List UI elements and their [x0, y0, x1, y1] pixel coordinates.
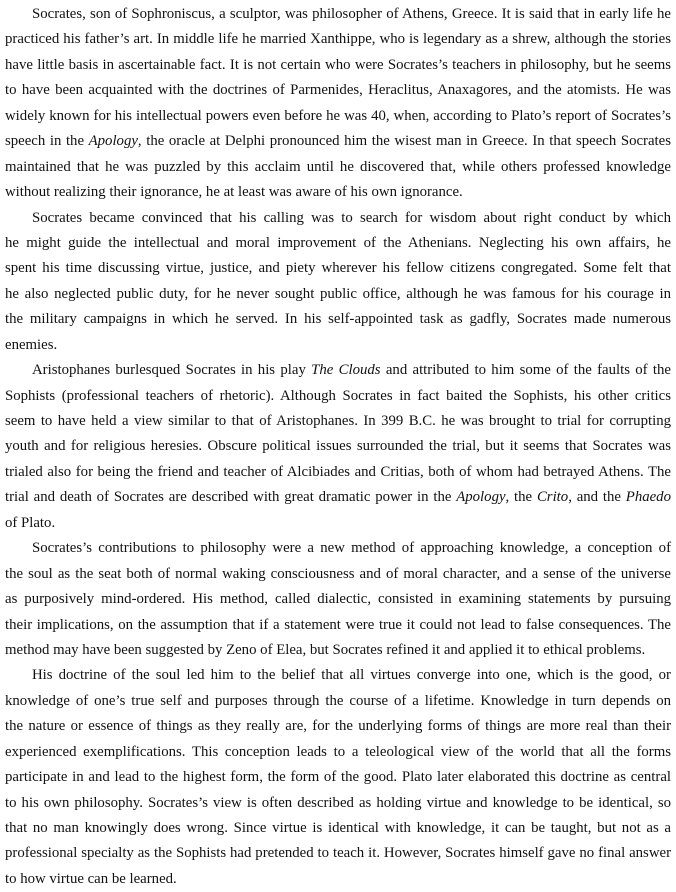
text-segment: and attributed to him some of the faults of the: [380, 362, 671, 379]
text-segment: participate in and lead to the highest form, the form of the good. Plato later elaborated this doctrine as central: [5, 769, 671, 786]
paragraph: [5, 2, 671, 206]
text-line-content: [5, 791, 671, 816]
paragraph: [5, 663, 671, 892]
text-segment: he might guide the intellectual and moral improvement of the Athenians. Neglecting his own affairs, he: [5, 234, 671, 251]
text-line: [5, 434, 671, 459]
text-line-content: [5, 231, 671, 256]
text-line-content: [5, 765, 671, 790]
text-line-content: [32, 358, 671, 383]
text-line-content: [5, 460, 671, 485]
text-line-content: [5, 638, 645, 663]
text-line-content: [5, 256, 671, 281]
text-segment: trial and death of Socrates are described with great dramatic power in the: [5, 489, 457, 506]
text-line: [5, 689, 671, 714]
paragraph: [5, 358, 671, 536]
text-segment: without realizing their ignorance, he at least was aware of his own ignorance.: [5, 184, 463, 201]
text-line: [5, 282, 671, 307]
text-segment: to how virtue can be learned.: [5, 870, 177, 887]
text-line-content: [5, 409, 671, 434]
text-segment: their implications, on the assumption that if a statement were true it could not lead to false consequences. The: [5, 616, 671, 633]
text-segment: Socrates’s contributions to philosophy were a new method of approaching knowledge, a conception of: [32, 540, 671, 557]
text-line: [5, 180, 671, 205]
text-line-content: [5, 104, 671, 129]
text-line: [5, 409, 671, 434]
text-segment: widely known for his intellectual powers even before he was 40, when, according to Plato’s report of Socrates’s: [5, 107, 671, 124]
italic-title: Crito: [536, 489, 569, 506]
text-line-content: [5, 867, 177, 892]
text-line: [5, 841, 671, 866]
text-line-content: [5, 587, 671, 612]
paragraph: [5, 536, 671, 663]
paragraph: [5, 206, 671, 359]
text-line-content: [5, 384, 671, 409]
text-segment: , and the: [568, 489, 626, 506]
text-line: [5, 791, 671, 816]
text-segment: seem to have held a view similar to that of Aristophanes. In 399 B.C. he was brought to trial for corrupting: [5, 413, 671, 429]
text-line: [5, 129, 671, 154]
text-line: [5, 867, 671, 892]
text-segment: Aristophanes burlesqued Socrates in his play: [32, 362, 312, 379]
text-line-content: [5, 307, 671, 332]
text-segment: spent his time discussing virtue, justice, and piety wherever his fellow citizens congregated. Some felt that: [5, 260, 671, 277]
text-line-content: [5, 434, 671, 459]
italic-title: Apology: [88, 133, 138, 150]
text-segment: to have been acquainted with the doctrines of Parmenides, Heraclitus, Anaxagores, and the atomists. He was: [5, 82, 671, 99]
text-segment: the soul as the seat both of normal waking consciousness and of moral character, and a sense of the universe: [5, 565, 671, 582]
text-line-content: [5, 78, 671, 103]
text-segment: enemies.: [5, 336, 58, 353]
text-segment: he also neglected public duty, for he never sought public office, although he was famous for his courage in: [5, 285, 671, 302]
italic-title: Apology: [456, 489, 506, 506]
text-line: [5, 613, 671, 638]
text-segment: practiced his father’s art. In middle life he married Xanthippe, who is legendary as a shrew, although the stories: [5, 31, 671, 48]
text-line: [5, 562, 671, 587]
text-line-content: [5, 53, 671, 78]
text-segment: have little basis in ascertainable fact. It is not certain who were Socrates’s teachers in philosophy, but he seems: [5, 56, 671, 73]
text-line-content: [5, 511, 55, 536]
text-line-content: [32, 663, 671, 688]
text-segment: method may have been suggested by Zeno of Elea, but Socrates refined it and applied it to ethical problems.: [5, 641, 646, 658]
text-line: [5, 231, 671, 256]
italic-title: The Clouds: [311, 362, 381, 379]
text-segment: trialed also for being the friend and teacher of Alcibiades and Critias, both of whom had betrayed Athens. The: [5, 463, 671, 480]
text-line-content: [5, 180, 463, 205]
text-segment: Socrates became convinced that his calling was to search for wisdom about right conduct by which: [32, 209, 671, 226]
text-segment: Sophists (professional teachers of rhetoric). Although Socrates in fact baited the Sophists, his other critics: [5, 387, 671, 404]
text-line: [5, 740, 671, 765]
text-line: [5, 587, 671, 612]
text-line: [5, 27, 671, 52]
text-line: [5, 307, 671, 332]
text-line: [5, 384, 671, 409]
text-line: [5, 485, 671, 510]
text-line: [5, 536, 671, 561]
text-segment: the military campaigns in which he served. In his self-appointed task as gadfly, Socrates made numerous: [5, 311, 671, 328]
text-line: [5, 206, 671, 231]
text-segment: professional specialty as the Sophists had pretended to teach it. However, Socrates himself gave no final answer: [5, 845, 671, 862]
text-line-content: [5, 562, 671, 587]
text-line: [5, 765, 671, 790]
text-line-content: [5, 282, 671, 307]
text-line: [5, 333, 671, 358]
text-line: [5, 460, 671, 485]
text-line-content: [5, 155, 671, 180]
text-line-content: [5, 841, 671, 866]
text-line-content: [32, 206, 671, 231]
text-line: [5, 511, 671, 536]
text-segment: as purposively mind-ordered. His method, called dialectic, consisted in examining statements by pursuing: [5, 591, 671, 608]
text-line-content: [5, 27, 671, 52]
text-segment: , the: [505, 489, 537, 506]
text-segment: to his own philosophy. Socrates’s view is often described as holding virtue and knowledge to be identical, so: [5, 794, 671, 811]
text-segment: the nature or essence of things as they really are, for the underlying forms of things are more real than their: [5, 718, 671, 735]
text-line: [5, 256, 671, 281]
text-line-content: [5, 613, 671, 638]
text-line-content: [5, 740, 671, 765]
text-line: [5, 816, 671, 841]
italic-title: Phaedo: [625, 489, 671, 506]
text-line-content: [5, 129, 671, 154]
text-segment: , the oracle at Delphi pronounced him the wisest man in Greece. In that speech Socrates: [137, 133, 671, 150]
text-segment: speech in the: [5, 133, 89, 150]
text-line-content: [5, 816, 671, 841]
text-line-content: [5, 714, 671, 739]
text-line-content: [5, 485, 671, 510]
text-segment: His doctrine of the soul led him to the belief that all virtues converge into one, which is the good, or: [32, 667, 671, 684]
text-line: [5, 358, 671, 383]
text-segment: Socrates, son of Sophroniscus, a sculptor, was philosopher of Athens, Greece. It is said that in early life he: [32, 6, 671, 22]
text-line-content: [5, 333, 57, 358]
text-segment: knowledge of one’s true self and purposes through the course of a lifetime. Knowledge in turn depends on: [5, 692, 671, 709]
text-line: [5, 663, 671, 688]
text-segment: maintained that he was puzzled by this acclaim until he discovered that, while others professed knowledge: [5, 158, 671, 175]
text-line: [5, 78, 671, 103]
text-line: [5, 638, 671, 663]
text-line: [5, 2, 671, 27]
text-line-content: [5, 689, 671, 714]
text-line: [5, 104, 671, 129]
text-line: [5, 714, 671, 739]
text-line: [5, 155, 671, 180]
text-segment: that no man knowingly does wrong. Since virtue is identical with knowledge, it can be taught, but not as a: [5, 820, 671, 836]
text-segment: of Plato.: [5, 514, 56, 531]
text-segment: experienced exemplifications. This conception leads to a teleological view of the world that all the forms: [5, 743, 671, 760]
text-segment: youth and for religious heresies. Obscure political issues surrounded the trial, but it seems that Socrates was: [5, 438, 671, 455]
text-line-content: [32, 536, 671, 561]
text-line-content: [32, 2, 671, 27]
text-line: [5, 53, 671, 78]
